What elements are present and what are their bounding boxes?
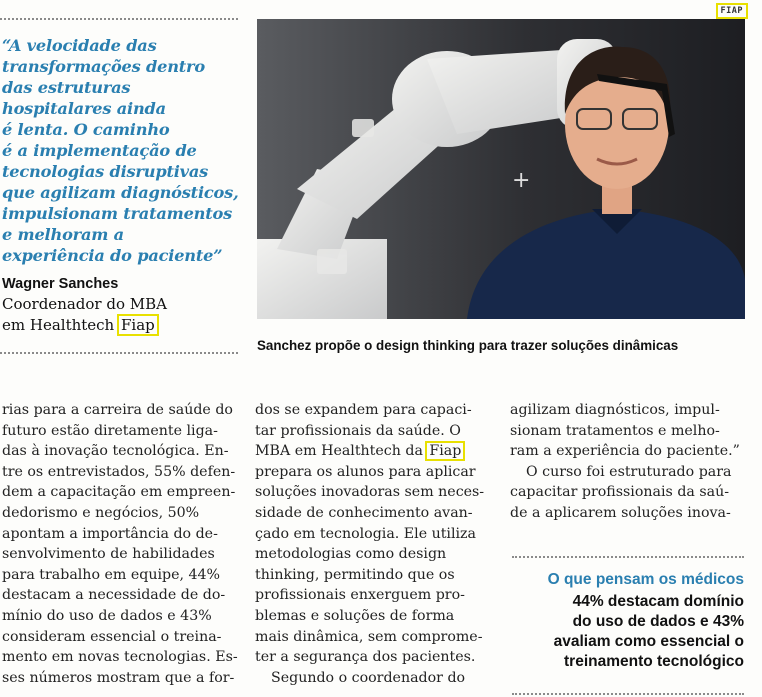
quote-line: e melhoram a bbox=[2, 225, 124, 244]
org-highlight: Fiap bbox=[121, 316, 155, 334]
text-line: mais dinâmica, sem comprome- bbox=[255, 628, 483, 645]
quote-line: é lenta. O caminho bbox=[2, 120, 170, 139]
text-line: dem a capacitação em empreen- bbox=[2, 484, 236, 501]
text-line: sidade de conhecimento avan- bbox=[255, 504, 473, 521]
info-line: avaliam como essencial o bbox=[553, 633, 744, 650]
text-line: rias para a carreira de saúde do bbox=[2, 402, 233, 418]
role-line bbox=[2, 315, 248, 336]
text-line: ram a experiência do paciente.” bbox=[510, 443, 740, 460]
quote-line: experiência do paciente” bbox=[2, 246, 223, 265]
text-line bbox=[255, 441, 495, 462]
text-line: apontam a importância do de- bbox=[2, 525, 218, 542]
quote-line: impulsionam tratamentos bbox=[2, 204, 233, 223]
info-box-body bbox=[510, 592, 744, 672]
article-column-3 bbox=[510, 400, 750, 524]
info-line: do uso de dados e 43% bbox=[572, 613, 744, 630]
role-line: Coordenador do MBA bbox=[2, 295, 167, 313]
text-line: futuro estão diretamente liga- bbox=[2, 422, 218, 439]
photo-caption: Sanchez propõe o design thinking para trazer soluções dinâmicas bbox=[257, 338, 679, 353]
org-highlight: Fiap bbox=[429, 443, 462, 460]
quote-author: Wagner Sanches bbox=[2, 276, 119, 292]
text-line: senvolvimento de habilidades bbox=[2, 546, 215, 563]
text-line: tar profissionais da saúde. O bbox=[255, 422, 461, 439]
text-line: tre os entrevistados, 55% defen- bbox=[2, 463, 236, 480]
text-line: para trabalho em equipe, 44% bbox=[2, 566, 221, 583]
quote-bottom-rule bbox=[0, 352, 238, 354]
quote-line: transformações dentro bbox=[2, 57, 205, 76]
top-rule bbox=[0, 18, 238, 20]
text-line: Segundo o coordenador do bbox=[271, 669, 466, 686]
quote-line: tecnologias disruptivas bbox=[2, 162, 209, 181]
text-line: mínio do uso de dados e 43% bbox=[2, 607, 212, 624]
text-prefix: MBA em Healthtech da bbox=[255, 443, 428, 460]
text-line: capacitar profissionais da saú- bbox=[510, 484, 730, 501]
text-line: ter a segurança dos pacientes. bbox=[255, 649, 476, 666]
article-column-2 bbox=[255, 400, 495, 688]
quote-line: que agilizam diagnósticos, bbox=[2, 183, 239, 202]
text-line: profissionais enxerguem pro- bbox=[255, 587, 465, 604]
info-line: treinamento tecnológico bbox=[564, 653, 744, 670]
quote-author-role bbox=[2, 294, 248, 336]
quote-line: hospitalares ainda bbox=[2, 99, 166, 118]
text-line: thinking, permitindo que os bbox=[255, 566, 455, 583]
text-line: mento em novas tecnologias. Es- bbox=[2, 649, 238, 666]
fiap-badge: FIAP bbox=[716, 3, 748, 19]
text-line: soluções inovadoras sem neces- bbox=[255, 484, 485, 501]
svg-text:+: + bbox=[512, 168, 531, 193]
text-line: metodologias como design bbox=[255, 546, 447, 563]
text-line: dedorismo e negócios, 50% bbox=[2, 504, 200, 521]
text-line: dos se expandem para capaci- bbox=[255, 402, 472, 418]
quote-line: é a implementação de bbox=[2, 141, 197, 160]
text-line: destacam a necessidade de do- bbox=[2, 587, 226, 604]
quote-line: das estruturas bbox=[2, 78, 131, 97]
text-line: das à inovação tecnológica. En- bbox=[2, 443, 229, 460]
text-line: O curso foi estruturado para bbox=[526, 463, 732, 480]
text-line: ses números mostram que a for- bbox=[2, 669, 235, 686]
text-line: blemas e soluções de forma bbox=[255, 607, 455, 624]
article-column-1 bbox=[2, 400, 242, 688]
text-line: agilizam diagnósticos, impul- bbox=[510, 402, 720, 418]
text-line: de a aplicarem soluções inova- bbox=[510, 504, 731, 521]
text-line: sionam tratamentos e melho- bbox=[510, 422, 720, 439]
article-photo bbox=[257, 19, 745, 319]
pull-quote bbox=[2, 35, 248, 266]
photo-illustration bbox=[257, 19, 745, 319]
info-line: 44% destacam domínio bbox=[572, 593, 744, 610]
info-box-title: O que pensam os médicos bbox=[547, 571, 744, 588]
box-bottom-rule bbox=[512, 693, 744, 695]
box-top-rule bbox=[512, 556, 744, 558]
role-prefix: em Healthtech bbox=[2, 316, 119, 334]
text-line: consideram essencial o treina- bbox=[2, 628, 222, 645]
text-line: çado em tecnologia. Ele utiliza bbox=[255, 525, 476, 542]
quote-line: “A velocidade das bbox=[2, 36, 157, 55]
text-line: prepara os alunos para aplicar bbox=[255, 463, 476, 480]
